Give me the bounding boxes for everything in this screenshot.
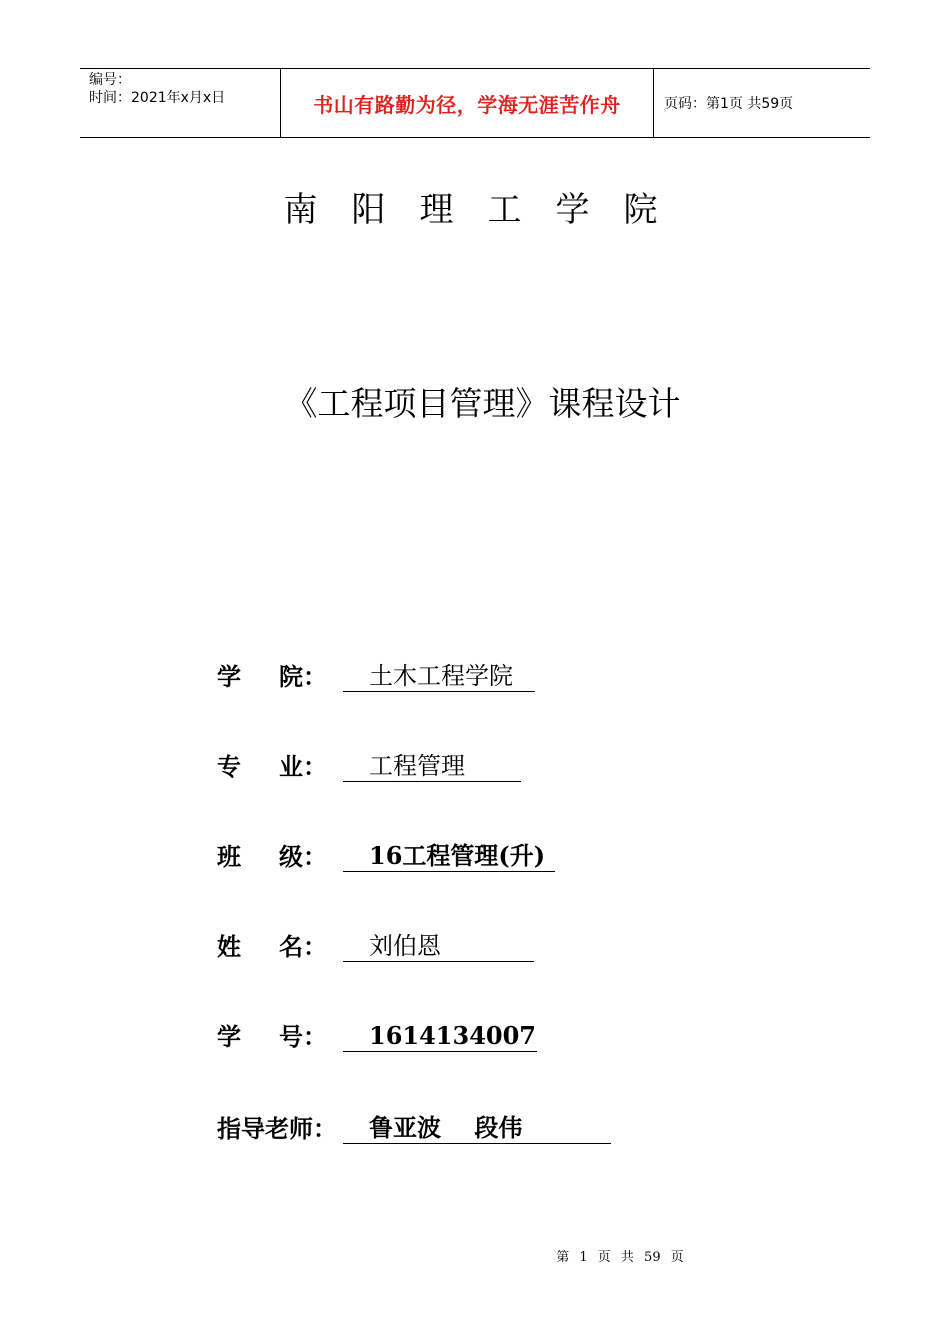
class-value: 16工程管理(升) — [343, 841, 555, 872]
student-id-row — [217, 1012, 537, 1052]
class-row — [217, 832, 555, 872]
number-label: 编号： — [89, 72, 131, 88]
advisor-row — [217, 1104, 611, 1144]
course-title: 《工程项目管理》课程设计 — [284, 384, 681, 423]
name-label: 姓 名： — [217, 932, 327, 961]
name-row — [217, 922, 534, 962]
major-row — [217, 742, 521, 782]
advisor-value: 鲁亚波 段伟 — [343, 1113, 611, 1144]
document-header — [80, 68, 870, 138]
header-motto: 书山有路勤为径，学海无涯苦作舟 — [281, 69, 654, 137]
student-id-value: 1614134007 — [343, 1021, 537, 1052]
header-page-info: 页码：第1页 共59页 — [664, 96, 794, 112]
major-label: 专 业： — [217, 752, 327, 781]
college-value: 土木工程学院 — [343, 661, 535, 692]
advisor-label: 指导老师： — [217, 1114, 337, 1143]
college-label: 学 院： — [217, 662, 327, 691]
student-id-label: 学 号： — [217, 1022, 327, 1051]
college-row — [217, 652, 535, 692]
header-meta — [80, 69, 281, 137]
class-label: 班 级： — [217, 842, 327, 871]
page-footer: 第 1 页 共 59 页 — [556, 1250, 684, 1265]
time-label: 时间：2021年x月x日 — [89, 90, 226, 106]
major-value: 工程管理 — [343, 751, 521, 782]
school-name: 南阳理工学院 — [283, 190, 692, 230]
name-value: 刘伯恩 — [343, 931, 534, 962]
